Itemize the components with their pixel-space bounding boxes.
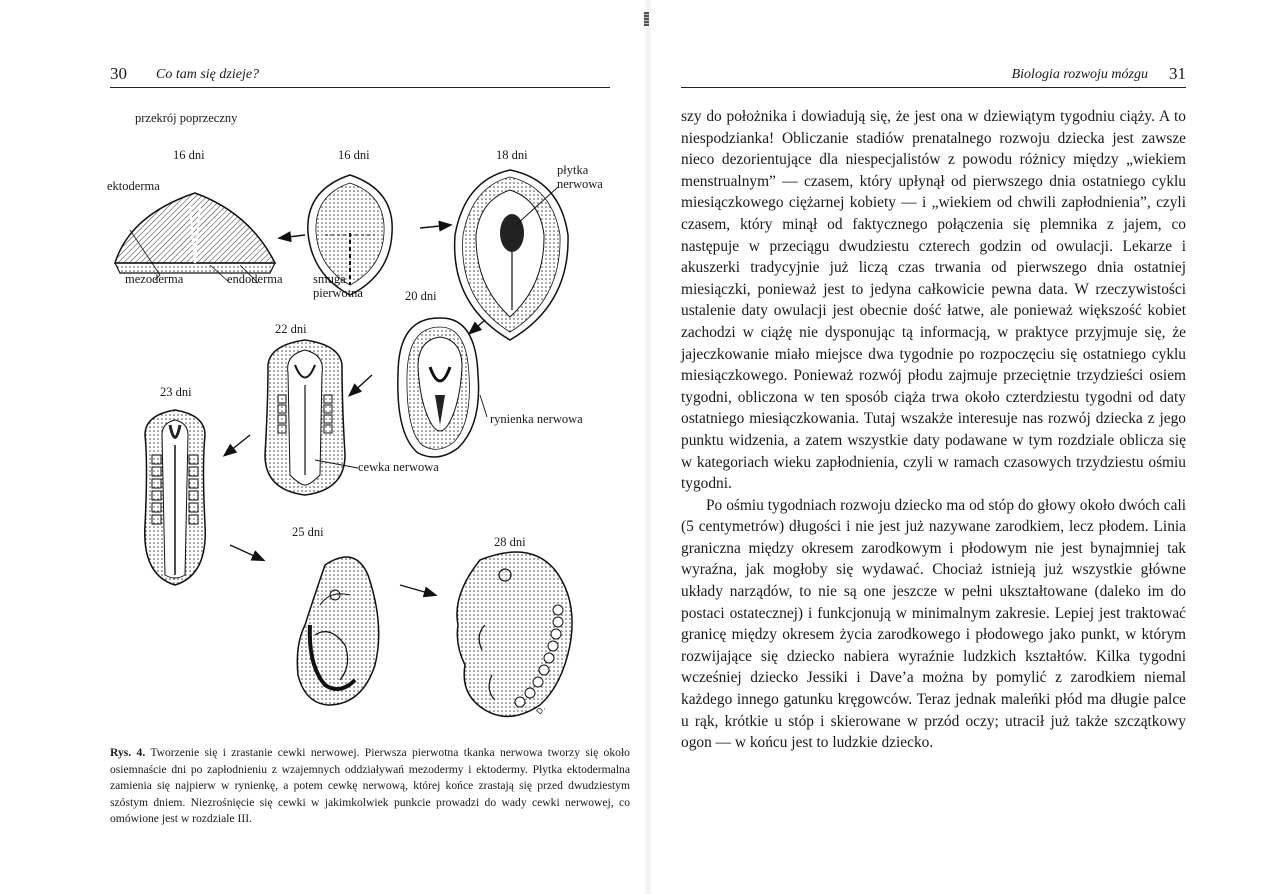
figure-caption-label: Rys. 4. bbox=[110, 746, 146, 759]
day23-drawing bbox=[145, 410, 206, 585]
right-running-header bbox=[681, 66, 1186, 88]
figure-caption bbox=[110, 745, 630, 828]
right-running-title: Biologia rozwoju mózgu bbox=[1011, 67, 1148, 82]
left-running-title: Co tam się dzieje? bbox=[156, 67, 260, 82]
day22-label: 22 dni bbox=[275, 322, 307, 336]
neural-plate-label-1: płytka bbox=[557, 163, 589, 177]
primitive-streak-label-2: pierwotna bbox=[313, 286, 363, 300]
endoderm-label: endoderma bbox=[227, 272, 283, 286]
day16b-label: 16 dni bbox=[338, 148, 370, 162]
mesoderm-label: mezoderma bbox=[125, 272, 184, 286]
day18-drawing bbox=[455, 170, 568, 340]
neural-tube-figure bbox=[100, 105, 640, 735]
day18-label: 18 dni bbox=[496, 148, 528, 162]
ectoderm-label: ektoderma bbox=[107, 179, 160, 193]
neural-tube-label: cewka nerwowa bbox=[358, 460, 439, 474]
day23-label: 23 dni bbox=[160, 385, 192, 399]
day22-drawing bbox=[265, 340, 345, 495]
day28-drawing bbox=[457, 552, 572, 716]
primitive-streak-label-1: smuga bbox=[313, 272, 346, 286]
figure-caption-text: Tworzenie się i zrastanie cewki nerwowej. Pierwsza pierwotna tkanka nerwowa tworzy się około osiemnaście dni po zapłodnieniu z wzajemnych oddziaływań mezodermy i ektodermy. Płytka ektodermalna zamienia się najpierw w rynienkę, a potem cewkę nerwową, której końce zrastają się przed dwudziestym szóstym dniem. Niezrośnięcie się cewki w jakimkolwiek punkcie prowadzi do wady cewki nerwowej, co omówione jest w rozdziale III. bbox=[110, 746, 630, 825]
cross-section-drawing bbox=[115, 193, 275, 283]
left-running-header bbox=[110, 66, 610, 88]
neural-groove-label: rynienka nerwowa bbox=[490, 412, 583, 426]
paragraph-1: szy do położnika i dowiadują się, że jest ona w dziewiątym tygodniu ciąży. A to niespodzianka! Obliczanie stadiów prenatalnego rozwoju dziecka jest zawsze nieco dezorientujące dla niespecjalistów z powodu różnicy między „wiekiem menstrualnym” — czasem, który upłynął od pierwszego dnia ostatniego cyklu miesiączkowego ciężarnej kobiety — i „wiekiem od chwili zapłodnienia”, czyli czasem, który minął od faktycznego połączenia się plemnika z jajem, co następuje w przeciągu dwudziestu czterech godzin od owulacji. Lekarze i akuszerki tradycyjnie już liczą czas trwania od pierwszego dnia ostatniej miesiączki, ponieważ jest to jedyna całkowicie pewna data. W rzeczywistości ustalenie daty owulacji jest obecnie dość łatwe, ale ponieważ większość kobiet zachodzi w ciążę nie dysponując tą informacją, w praktyce przyjmuje się, że jajeczkowanie miało miejsce dwa tygodnie po rozpoczęciu się ostatniego cyklu miesiączkowego. Ponieważ rozwój płodu zajmuje przeciętnie trzydzieści osiem tygodni, obliczona w ten sposób ciąża trwa około czterdziestu tygodni od daty ostatniego miesiączkowania. Tutaj wszakże interesuje nas rozwój dziecka z jego punktu widzenia, a zatem wszystkie daty podawane w tym rozdziale oblicza się w kategoriach wieku zapłodnienia, czyli w ramach czasowych trzydziestu ośmiu tygodni. bbox=[681, 108, 1186, 493]
day16a-label: 16 dni bbox=[173, 148, 205, 162]
day28-label: 28 dni bbox=[494, 535, 526, 549]
neural-plate-label-2: nerwowa bbox=[557, 177, 603, 191]
svg-text:D.: D. bbox=[534, 703, 548, 717]
right-page-body bbox=[681, 106, 1186, 754]
cross-section-label: przekrój poprzeczny bbox=[135, 111, 238, 125]
paragraph-2: Po ośmiu tygodniach rozwoju dziecko ma od stóp do głowy około dwóch cali (5 centymetrów) długości i nie jest już nazywane zarodkiem, lecz płodem. Linia graniczna między okresem zarodkowym i płodowym nie jest bynajmniej tak wyraźna, jak mogłoby się wydawać. Chociaż istnieją już wszystkie główne układy narządów, to nie są one jeszcze w pełni ukształtowane (daleko im do postaci ostatecznej) i funkcjonują w minimalnym zakresie. Lepiej jest traktować granicę między okresem życia zarodkowego i płodowego jako punkt, w którym rozwijające się dziecko nabiera wyraźnie ludzkich kształtów. Kilka tygodni wcześniej dziecko Jessiki i Dave’a można by pomylić z zarodkiem niemal każdego innego gatunku kręgowców. Teraz jednak maleńki płód ma długie palce u rąk, krótkie u stóp i skierowane w przód oczy; utracił już także szczątkowy ogon — w końcu jest to ludzkie dziecko. bbox=[681, 496, 1186, 752]
left-page-number: 30 bbox=[110, 64, 127, 83]
right-page-number: 31 bbox=[1169, 64, 1186, 83]
day25-label: 25 dni bbox=[292, 525, 324, 539]
day20-drawing bbox=[398, 318, 479, 457]
day25-drawing bbox=[297, 557, 378, 705]
day20-label: 20 dni bbox=[405, 289, 437, 303]
